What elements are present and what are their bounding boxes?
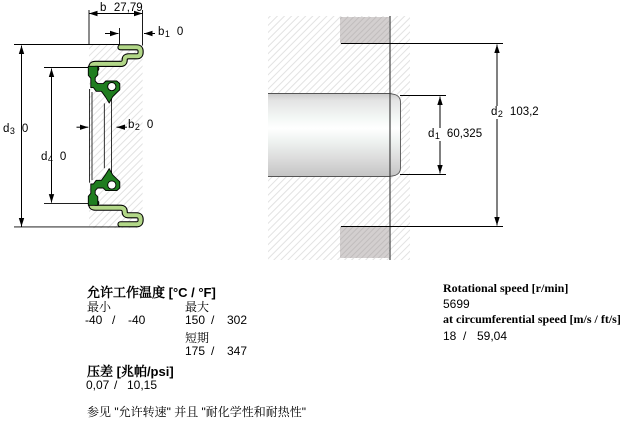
temperature-min-f: -40: [128, 313, 146, 327]
pressure-mpa: 0,07: [86, 378, 110, 392]
temperature-max-values: [185, 313, 247, 327]
slash: /: [211, 313, 215, 327]
shaft-body: [268, 94, 390, 177]
dim-label-d1: $d_1$ 60,325: [425, 128, 485, 141]
dim-label-b: b 27,79: [100, 2, 143, 14]
dim-label-d2: $d_2$ 103,2: [488, 106, 542, 119]
temperature-heading: 允许工作温度 [°C / °F]: [87, 285, 216, 300]
dim-label-d4: $d_4$ 0: [41, 151, 67, 164]
dim-label-b1: $b_1$ 0: [158, 26, 184, 39]
temperature-min-c: -40: [85, 313, 103, 327]
temperature-short-c: 175: [185, 344, 206, 358]
rotational-speed-value: 5699: [443, 297, 470, 311]
circumferential-speed-heading: at circumferential speed [m/s / ft/s]: [443, 312, 621, 326]
dim-label-d3: $d_3$ 0: [3, 123, 29, 136]
housing-block-top-hatch: [340, 17, 389, 44]
pressure-heading: 压差 [兆帕/psi]: [87, 364, 174, 379]
dim-label-b2: $b_2$ 0: [128, 119, 154, 132]
pressure-values: [86, 378, 157, 392]
temperature-max-label: 最大: [185, 300, 210, 314]
slash: /: [463, 329, 467, 343]
temperature-short-term-values: [185, 344, 247, 358]
temperature-max-c: 150: [185, 313, 206, 327]
housing-block-bottom-hatch: [340, 227, 389, 259]
temperature-min-values: [85, 313, 145, 327]
temperature-min-label: 最小: [87, 300, 112, 314]
temperature-max-f: 302: [227, 313, 248, 327]
temperature-short-term-label: 短期: [185, 331, 210, 345]
pressure-psi: 10,15: [127, 378, 158, 392]
temperature-short-f: 347: [227, 344, 248, 358]
reference-note: 参见 "允许转速" 并且 "耐化学性和耐热性": [87, 405, 307, 419]
circumferential-fts: 59,04: [477, 329, 508, 343]
rotational-speed-heading: Rotational speed [r/min]: [443, 281, 569, 295]
shaft-chamfered-end: [390, 94, 401, 177]
circumferential-ms: 18: [443, 329, 457, 343]
circumferential-speed-values: [443, 329, 507, 343]
slash: /: [114, 378, 118, 392]
slash: /: [211, 344, 215, 358]
slash: /: [112, 313, 116, 327]
